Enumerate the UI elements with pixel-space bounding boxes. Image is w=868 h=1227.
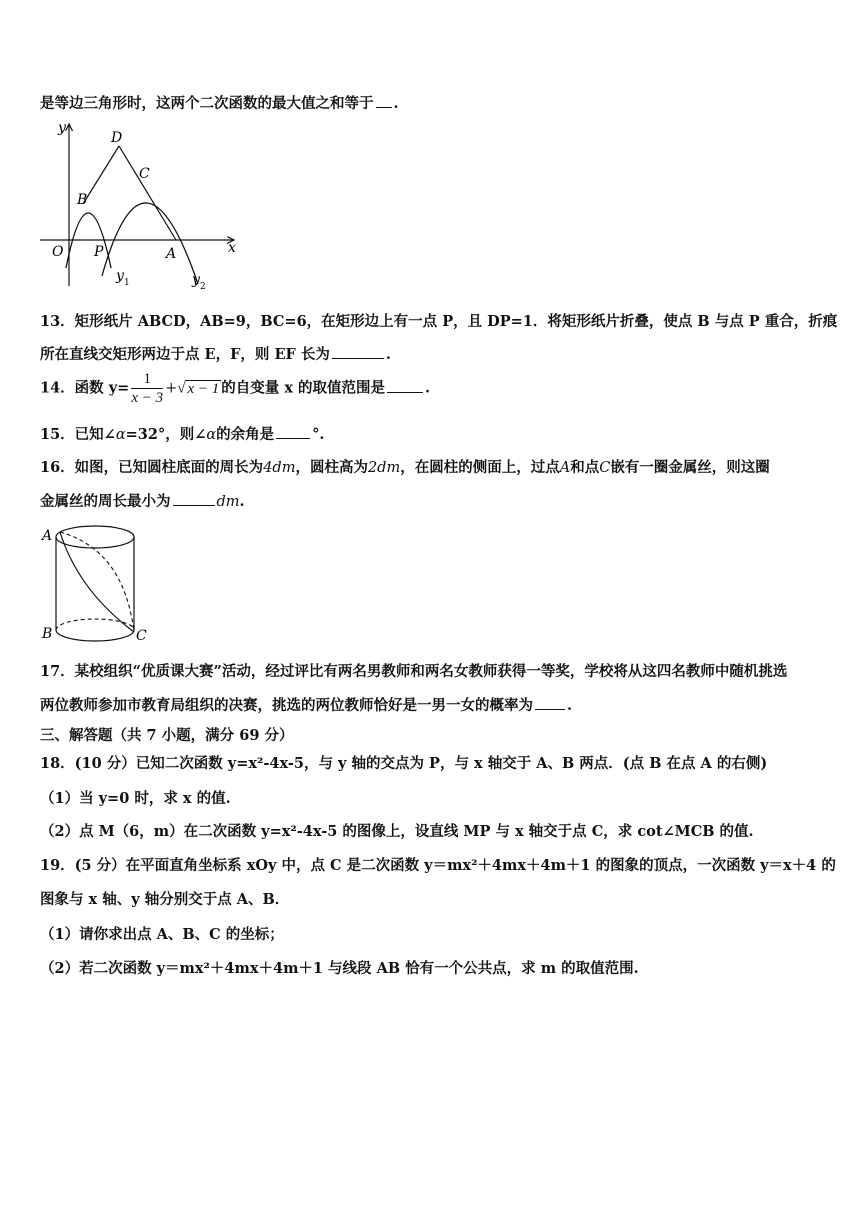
q17-end: . <box>567 697 573 714</box>
q13-line1: 13．矩形纸片 ABCD，AB=9，BC=6，在矩形边上有一点 P，且 DP=1．将矩形纸片折叠，使点 B 与点 P 重合，折痕 <box>40 313 838 330</box>
q19-line2: 图象与 x 轴、y 轴分别交于点 A、B． <box>40 891 290 908</box>
q14-suffix: 的自变量 x 的取值范围是 <box>221 379 386 397</box>
q14-answer-blank[interactable] <box>387 378 423 393</box>
cylinder-bottom-front <box>56 630 134 641</box>
label-O: O <box>52 244 64 260</box>
label-C: C <box>139 166 150 182</box>
q17-text: 两位教师参加市教育局组织的决赛，挑选的两位教师恰好是一男一女的概率为 <box>40 697 533 714</box>
q16-text-b: ，圆柱高为 <box>295 459 368 476</box>
label-C: C <box>136 628 147 644</box>
q13-answer-blank[interactable] <box>332 344 384 359</box>
q17-line2 <box>40 694 572 715</box>
q16-point-C: C <box>599 460 611 476</box>
cylinder-top <box>56 526 134 548</box>
plus-sign: + <box>165 380 178 397</box>
label-A: A <box>42 528 53 544</box>
q15-prefix: 15．已知∠ <box>40 426 116 443</box>
q12-answer-blank[interactable] <box>376 93 392 108</box>
wire-back <box>60 532 134 632</box>
q16-line1 <box>40 456 770 477</box>
q18-part2: （2）点 M（6，m）在二次函数 y=x²-4x-5 的图像上，设直线 MP 与 x 轴交于点 C，求 cot∠MCB 的值. <box>40 823 754 840</box>
q15-mid: =32°，则∠ <box>125 426 207 443</box>
q14-prefix: 14．函数 y= <box>40 379 130 397</box>
label-B: B <box>42 626 53 642</box>
q18-line1: 18．(10 分）已知二次函数 y=x²-4x-5，与 y 轴的交点为 P，与 x 轴交于 A、B 两点．(点 B 在点 A 的右侧) <box>40 755 768 772</box>
segment-BD <box>83 146 119 204</box>
q14-line <box>40 370 430 407</box>
label-P: P <box>94 244 104 260</box>
q18-part1: （1）当 y=0 时，求 x 的值. <box>40 790 231 807</box>
q12-end: . <box>393 95 399 112</box>
label-D: D <box>111 130 123 146</box>
q16-text-a: 16．如图，已知圆柱底面的周长为 <box>40 459 264 476</box>
q16-text-e: 嵌有一圈金属丝，则这圈 <box>610 459 770 476</box>
alpha-symbol: α <box>115 427 126 443</box>
q14-fraction <box>131 370 163 407</box>
wire-front <box>60 532 134 632</box>
alpha-symbol-2: α <box>206 427 217 443</box>
label-y2: y <box>192 272 200 288</box>
q12-text: 是等边三角形时，这两个二次函数的最大值之和等于 <box>40 95 374 112</box>
label-y2-sub: 2 <box>200 282 206 292</box>
segment-DA <box>119 146 176 240</box>
q16-line2 <box>40 490 245 511</box>
label-B: B <box>77 192 88 208</box>
q16-value-4dm: 4dm <box>263 460 296 476</box>
q13-end: . <box>385 346 391 363</box>
q13-line2 <box>40 343 391 364</box>
fraction-denominator: x − 3 <box>131 390 164 406</box>
q15-end: °. <box>312 426 325 443</box>
label-y: y <box>58 120 66 136</box>
cylinder-figure <box>38 520 158 648</box>
q14-end: . <box>425 379 431 397</box>
label-x: x <box>228 240 236 256</box>
q16-text-d: 和点 <box>570 459 600 476</box>
q16-text-c: ，在圆柱的侧面上，过点 <box>400 459 560 476</box>
q12-tail-line <box>40 92 399 113</box>
q14-sqrt: √ x − 1 <box>177 380 220 397</box>
sqrt-radicand: x − 1 <box>187 380 220 397</box>
q15-answer-blank[interactable] <box>276 424 310 439</box>
fraction-numerator: 1 <box>131 370 163 389</box>
q15-suffix: 的余角是 <box>216 426 275 443</box>
label-y1: y <box>116 268 124 284</box>
q19-line1: 19．(5 分）在平面直角坐标系 xOy 中，点 C 是二次函数 y＝mx²＋4mx＋4m＋1 的图象的顶点，一次函数 y＝x＋4 的 <box>40 857 836 874</box>
q19-part1: （1）请你求出点 A、B、C 的坐标； <box>40 926 284 943</box>
parabola-figure <box>36 118 246 292</box>
q16-unit: dm <box>216 494 240 510</box>
label-A: A <box>166 246 177 262</box>
q16-text-f: 金属丝的周长最小为 <box>40 493 171 510</box>
cylinder-bottom-back <box>56 619 134 630</box>
q17-answer-blank[interactable] <box>535 695 565 710</box>
q15-line <box>40 423 324 444</box>
q16-value-2dm: 2dm <box>367 460 401 476</box>
q16-end: . <box>239 493 245 510</box>
section-heading: 三、解答题（共 7 小题，满分 69 分） <box>40 727 294 744</box>
q13-text: 所在直线交矩形两边于点 E，F，则 EF 长为 <box>40 346 330 363</box>
q17-line1: 17．某校组织“优质课大赛”活动，经过评比有两名男教师和两名女教师获得一等奖，学校将从这四名教师中随机挑选 <box>40 663 788 680</box>
label-y1-sub: 1 <box>124 278 130 288</box>
q16-point-A: A <box>559 460 571 476</box>
q16-answer-blank[interactable] <box>173 491 215 506</box>
q19-part2: （2）若二次函数 y＝mx²＋4mx＋4m＋1 与线段 AB 恰有一个公共点，求 m 的取值范围. <box>40 960 639 977</box>
